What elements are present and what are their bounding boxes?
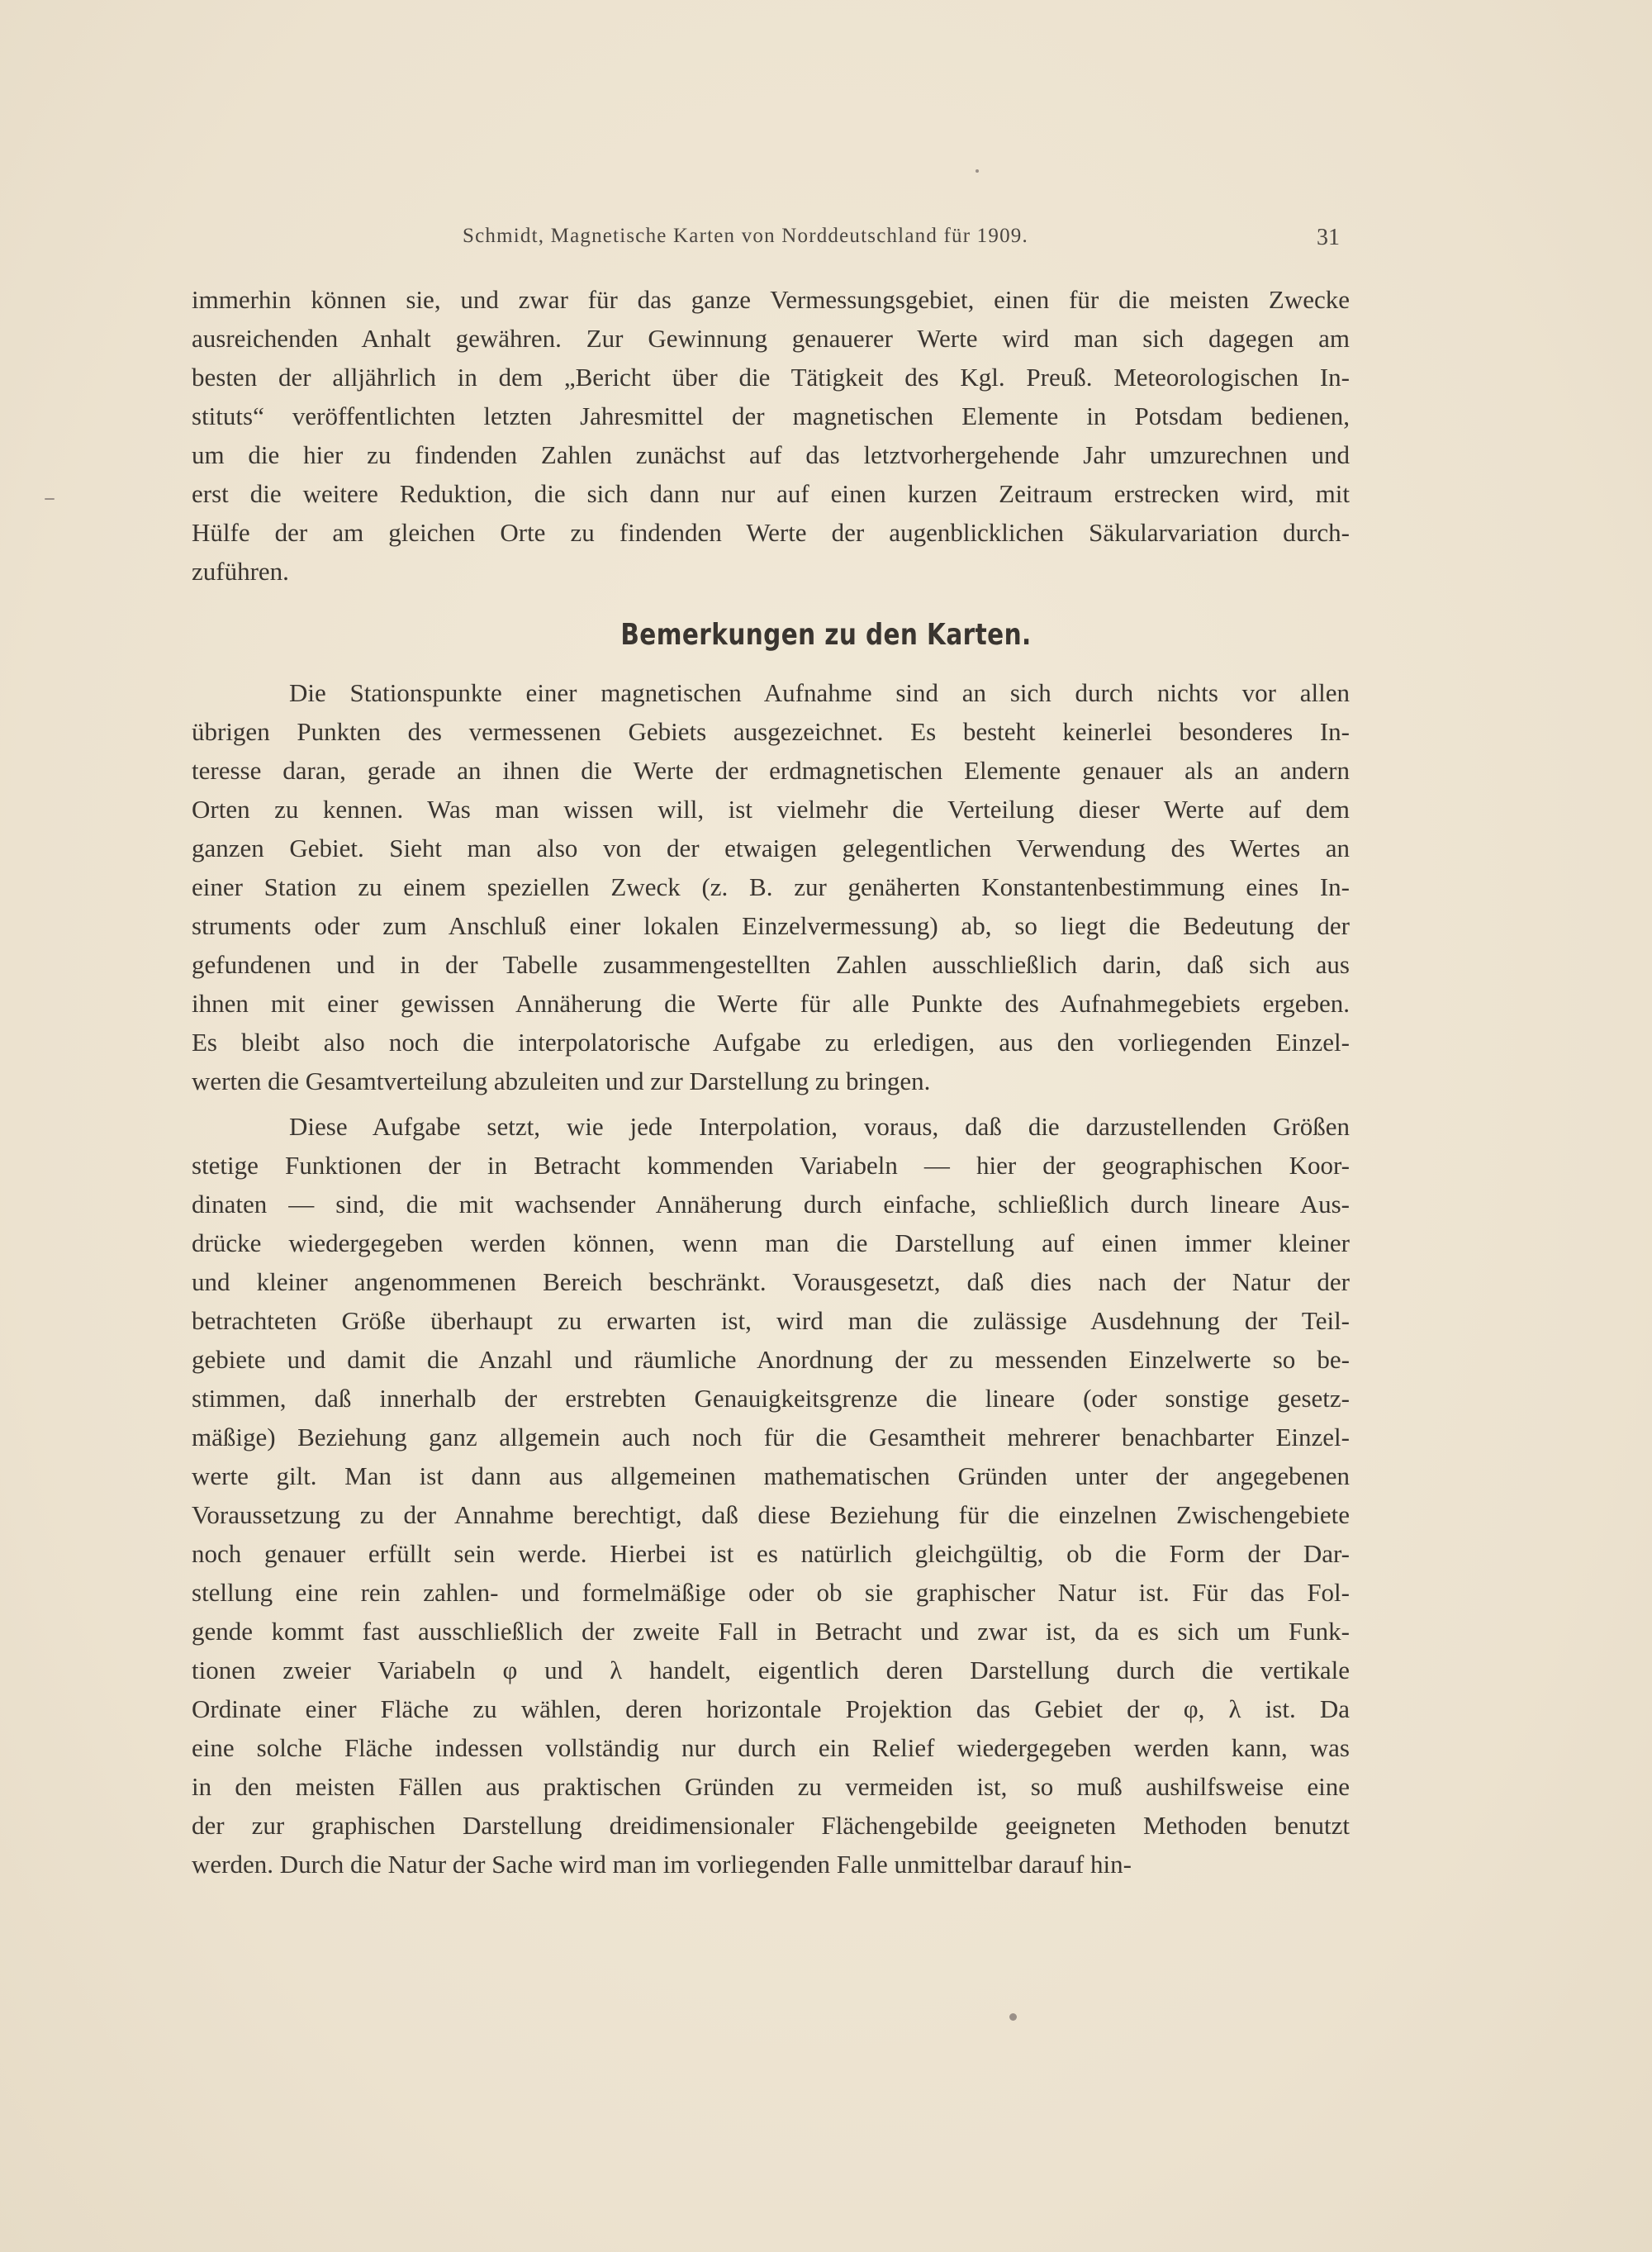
text-line: in den meisten Fällen aus praktischen Gründen zu vermeiden ist, so muß aushilfsweise eine [192, 1772, 1350, 1801]
text-line: tionen zweier Variabeln φ und λ handelt, eigentlich deren Darstellung durch die vertikale [192, 1656, 1350, 1684]
text-line: stellung eine rein zahlen- und formelmäßige oder ob sie graphischer Natur ist. Für das Fol- [192, 1578, 1350, 1607]
text-line: ihnen mit einer gewissen Annäherung die Werte für alle Punkte des Aufnahmegebiets ergeben. [192, 989, 1350, 1018]
text-line: gebiete und damit die Anzahl und räumliche Anordnung der zu messenden Einzelwerte so be- [192, 1345, 1350, 1374]
paragraph-2 [192, 1107, 1350, 1884]
text-line: werte gilt. Man ist dann aus allgemeinen mathematischen Gründen unter der angegebenen [192, 1461, 1350, 1490]
text-line: Es bleibt also noch die interpolatorische Aufgabe zu erledigen, aus den vorliegenden Einzel- [192, 1028, 1350, 1057]
text-line: dinaten — sind, die mit wachsender Annäherung durch einfache, schließlich durch lineare Aus- [192, 1190, 1350, 1219]
text-line: gende kommt fast ausschließlich der zweite Fall in Betracht und zwar ist, da es sich um Funk- [192, 1617, 1350, 1646]
text-line: teresse daran, gerade an ihnen die Werte der erdmagnetischen Elemente genauer als an andern [192, 756, 1350, 785]
page-number: 31 [1317, 225, 1340, 250]
paragraph-intro [192, 280, 1350, 591]
text-line: werden. Durch die Natur der Sache wird man im vorliegenden Falle unmittelbar darauf hin- [192, 1850, 1132, 1879]
text-line: Orten zu kennen. Was man wissen will, ist vielmehr die Verteilung dieser Werte auf dem [192, 795, 1350, 824]
text-line: der zur graphischen Darstellung dreidimensionaler Flächengebilde geeigneten Methoden benutzt [192, 1811, 1350, 1840]
text-line: struments oder zum Anschluß einer lokalen Einzelvermessung) ab, so liegt die Bedeutung der [192, 911, 1350, 940]
text-line: zuführen. [192, 557, 289, 586]
paper-speck [45, 498, 55, 500]
text-line: werten die Gesamtverteilung abzuleiten und zur Darstellung zu bringen. [192, 1067, 931, 1095]
text-line: Hülfe der am gleichen Orte zu findenden Werte der augenblicklichen Säkularvariation durch- [192, 518, 1350, 547]
text-line: mäßige) Beziehung ganz allgemein auch noch für die Gesamtheit mehrerer benachbarter Einzel- [192, 1423, 1350, 1451]
text-line: stetige Funktionen der in Betracht kommenden Variabeln — hier der geographischen Koor- [192, 1151, 1350, 1180]
text-line: erst die weitere Reduktion, die sich dann nur auf einen kurzen Zeitraum erstrecken wird, mit [192, 479, 1350, 508]
text-line: Voraussetzung zu der Annahme berechtigt, daß diese Beziehung für die einzelnen Zwischengebiete [192, 1500, 1350, 1529]
text-line: und kleiner angenommenen Bereich beschränkt. Vorausgesetzt, daß dies nach der Natur der [192, 1267, 1350, 1296]
text-line: stimmen, daß innerhalb der erstrebten Genauigkeitsgrenze die lineare (oder sonstige gesetz- [192, 1384, 1350, 1413]
text-line: besten der alljährlich in dem „Bericht über die Tätigkeit des Kgl. Preuß. Meteorologischen In- [192, 363, 1350, 392]
text-line: stituts“ veröffentlichten letzten Jahresmittel der magnetischen Elemente in Potsdam bedienen, [192, 401, 1350, 430]
text-line: Ordinate einer Fläche zu wählen, deren horizontale Projektion das Gebiet der φ, λ ist. Da [192, 1694, 1350, 1723]
text-line: ausreichenden Anhalt gewähren. Zur Gewinnung genauerer Werte wird man sich dagegen am [192, 324, 1350, 353]
section-heading: Bemerkungen zu den Karten. [620, 618, 1032, 652]
text-line: einer Station zu einem speziellen Zweck (z. B. zur genäherten Konstantenbestimmung eines In- [192, 872, 1350, 901]
text-line: um die hier zu findenden Zahlen zunächst auf das letztvorhergehende Jahr umzurechnen und [192, 440, 1350, 469]
running-header: Schmidt, Magnetische Karten von Norddeutschland für 1909. [463, 225, 1028, 247]
text-line: betrachteten Größe überhaupt zu erwarten ist, wird man die zulässige Ausdehnung der Teil- [192, 1306, 1350, 1335]
text-line: Diese Aufgabe setzt, wie jede Interpolation, voraus, daß die darzustellenden Größen [289, 1112, 1350, 1141]
text-line: eine solche Fläche indessen vollständig nur durch ein Relief wiedergegeben werden kann, was [192, 1733, 1350, 1762]
text-line: übrigen Punkten des vermessenen Gebiets ausgezeichnet. Es besteht keinerlei besonderes In- [192, 717, 1350, 746]
text-line: Die Stationspunkte einer magnetischen Aufnahme sind an sich durch nichts vor allen [289, 678, 1350, 707]
text-line: noch genauer erfüllt sein werde. Hierbei ist es natürlich gleichgültig, ob die Form der Dar- [192, 1539, 1350, 1568]
paragraph-1 [192, 673, 1350, 1100]
text-line: gefundenen und in der Tabelle zusammengestellten Zahlen ausschließlich darin, daß sich aus [192, 950, 1350, 979]
text-line: ganzen Gebiet. Sieht man also von der etwaigen gelegentlichen Verwendung des Wertes an [192, 834, 1350, 862]
paper-speck [1009, 2013, 1017, 2021]
text-line: drücke wiedergegeben werden können, wenn man die Darstellung auf einen immer kleiner [192, 1228, 1350, 1257]
paper-speck [976, 169, 979, 173]
text-line: immerhin können sie, und zwar für das ganze Vermessungsgebiet, einen für die meisten Zwecke [192, 285, 1350, 314]
